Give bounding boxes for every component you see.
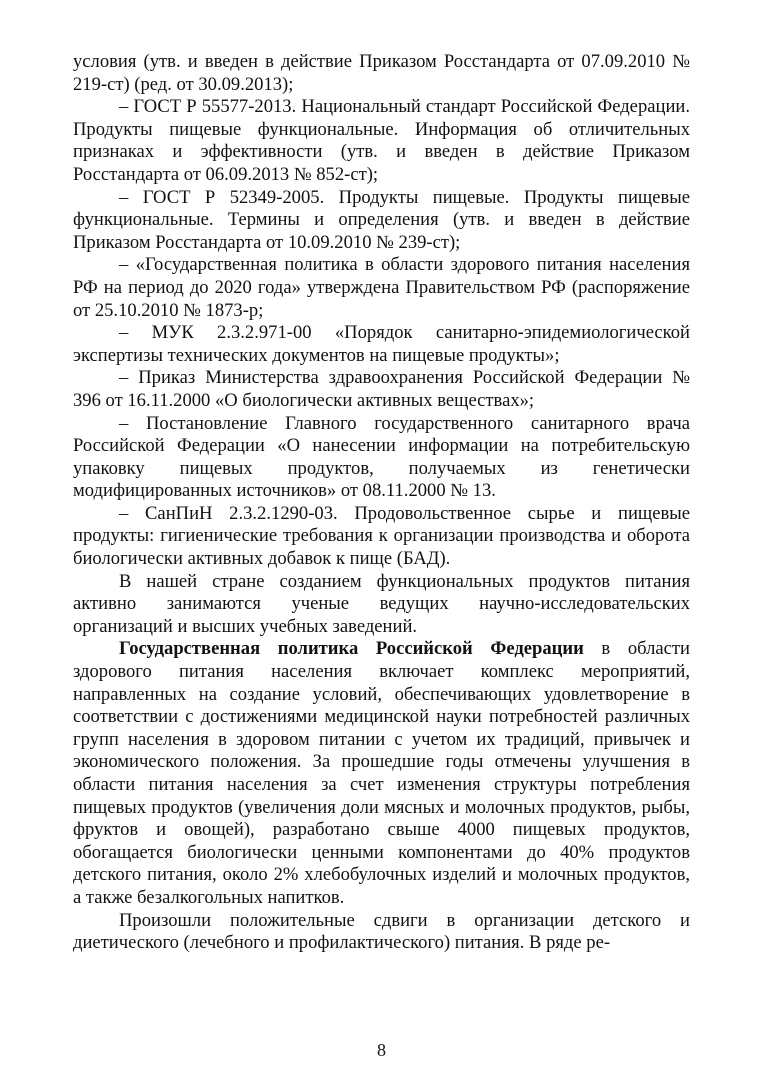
list-item-health-ministry-order: – Приказ Министерства здравоохранения Российской Федерации № 396 от 16.11.2000 «О биологически активных веществах»; xyxy=(73,367,690,411)
list-item-gost-52349: – ГОСТ Р 52349-2005. Продукты пищевые. Продукты пищевые функциональные. Термины и определения (утв. и введен в действие Приказом Росстандарта от 10.09.2010 № 239-ст); xyxy=(73,186,690,253)
list-item-sanitary-resolution: – Постановление Главного государственного санитарного врача Российской Федерации «О нанесении информации на потребительскую упаковку пищевых продуктов, получаемых из генетически модифицированных источников» от 08.11.2000 № 13. xyxy=(73,412,690,502)
list-item-state-policy: – «Государственная политика в области здорового питания населения РФ на период до 2020 года» утверждена Правительством РФ (распоряжение от 25.10.2010 № 1873-р; xyxy=(73,254,690,321)
list-item-gost-55577: – ГОСТ Р 55577-2013. Национальный стандарт Российской Федерации. Продукты пищевые функциональные. Информация об отличительных признаках и эффективности (утв. и введен в действие Приказом Росстандарта от 06.09.2013 № 852-ст); xyxy=(73,96,690,185)
paragraph-state-policy xyxy=(73,638,690,909)
page-body xyxy=(73,51,690,955)
paragraph-continuation: условия (утв. и введен в действие Приказом Росстандарта от 07.09.2010 № 219-ст) (ред. от 30.09.2013); xyxy=(73,51,690,95)
list-item-sanpin: – СанПиН 2.3.2.1290-03. Продовольственное сырье и пищевые продукты: гигиенические требования к организации производства и оборота биологически активных добавок к пище (БАД). xyxy=(73,502,690,570)
paragraph-shifts: Произошли положительные сдвиги в организации детского и диетического (лечебного и профилактического) питания. В ряде ре- xyxy=(73,909,690,954)
list-item-muk: – МУК 2.3.2.971-00 «Порядок санитарно-эпидемиологической экспертизы технических документов на пищевые продукты»; xyxy=(73,322,690,366)
paragraph-state-policy-text: в области здорового питания населения включает комплекс мероприятий, направленных на создание условий, обеспечивающих удовлетворение в соответствии с достижениями медицинской науки потребностей различных групп населения в здоровом питании с учетом их традиций, привычек и экономического положения. За прошедшие годы отмечены улучшения в области питания населения за счет изменения структуры потребления пищевых продуктов (увеличения доли мясных и молочных продуктов, рыбы, фруктов и овощей), разработано свыше 4000 пищевых продуктов, обогащается биологически ценными компонентами до 40% продуктов детского питания, около 2% хлебобулочных изделий и молочных продуктов, а также безалкогольных напитков. xyxy=(73,638,690,908)
page-number: 8 xyxy=(377,1040,386,1060)
bold-term: Государственная политика Российской Федерации xyxy=(119,638,584,660)
paragraph-research: В нашей стране созданием функциональных продуктов питания активно занимаются ученые ведущих научно-исследовательских организаций и высших учебных заведений. xyxy=(73,570,690,637)
